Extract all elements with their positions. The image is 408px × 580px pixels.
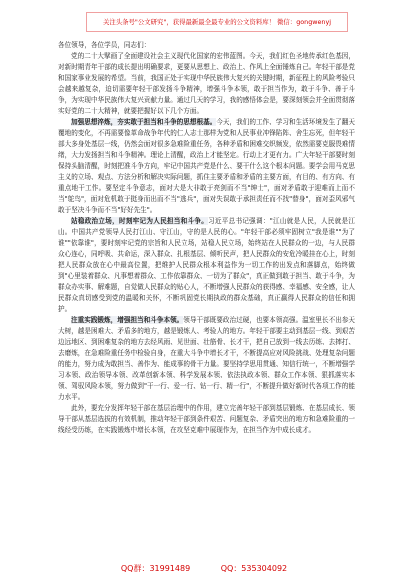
paragraph [58, 216, 355, 315]
paragraph-heading: 加强思想淬炼，夯实敢于担当和斗争的思想根基。 [71, 118, 217, 126]
paragraph-text: 习近平总书记强调："江山就是人民，人民就是江山。中国共产党领导人民打江山、守江山，守的是人民的心。"年轻干部必须牢固树立"我是谁""为了谁""依靠谁"，要时刻牢记党的宗旨和人民立场，站稳人民立场，始终站在人民群众的一边，与人民群众心连心，同呼吸、共命运，深入群众、扎根基层、倾听民声，把人民群众的安危冷暖挂在心上，时刻把人民群众放在心中最高位置，把维护人民群众根本利益作为一切工作的出发点和落脚点，始终做到"心里装着群众、凡事想着群众、工作依靠群众、一切为了群众"，真正做到敢于担当、敢于斗争，为群众办实事、解难题，自觉做人民群众的贴心人，不断增强人民群众的获得感、幸福感、安全感，让人民群众真切感受到党的温暖和关怀，不断巩固党长期执政的群众基础，真正赢得人民群众的信任和拥护。 [58, 217, 355, 313]
top-banner: 关注头条号"公文研究"，获得最新最全最专业的公文资料库！ 微信：gongwenyj [86, 12, 348, 32]
paragraph [58, 315, 355, 403]
salutation: 各位领导，各位学员，同志们： [58, 41, 151, 49]
document-body [58, 40, 355, 555]
paragraph-text: 领导干部既要政治过硬，也要本领高强。温室里长不出参天大树，越是困难大、矛盾多的地方，越是锻炼人、考验人的地方。年轻干部要主动到基层一线、到艰苦边远地区、到困难复杂的地方去经风雨、见世面、壮筋骨、长才干，把自己放到一线去历练、去摔打、去磨炼，在急难险重任务中检验自身，在重大斗争中增长才干，不断提高应对风险挑战、处理复杂问题的能力，努力成为敢担当、善作为、能成事的骨干力量。要坚持学思用贯通、知信行统一，不断增强学习本领、政治领导本领、改革创新本领、科学发展本领、依法执政本领、群众工作本领、狠抓落实本领、驾驭风险本领，努力做到"干一行、爱一行、钻一行、精一行"，不断提升做好新时代各项工作的能力水平。 [58, 316, 355, 401]
paragraph-text: 党的二十大擘画了全面建设社会主义现代化国家的宏伟蓝图。今天，我们红色圣地传承红色基因，对新时期青年干部的成长提出明确要求，更要从思想上、政治上、作风上全面锤炼自己。年轻干部是党和国家事业发展的希望。当前，我国正处于实现中华民族伟大复兴的关键时期，新征程上的风险考验只会越来越复杂，迫切需要年轻干部发扬斗争精神，增强斗争本领，敢于担当作为，敢于斗争、善于斗争，为实现中华民族伟大复兴贡献力量。通过几天的学习，我的感悟体会是，要深刻领会并全面贯彻落实好党的二十大精神，就要把握好以下几个方面。 [58, 52, 355, 115]
footer-qq: QQ：535304092 [220, 564, 288, 573]
paragraph [58, 403, 355, 436]
footer [0, 562, 408, 576]
paragraph-heading: 站稳政治立场，时刻牢记为人民担当和斗争。 [71, 217, 209, 225]
paragraph-heading: 注重实践锻炼，增强担当和斗争本领。 [71, 316, 184, 324]
footer-qq-group: QQ群：31991489 [120, 564, 191, 573]
paragraph [58, 51, 355, 117]
paragraph-text: 此外，要充分发挥年轻干部在基层治理中的作用，建立完善年轻干部到基层锻炼、在基层成长、领导干部从基层选拔的有效机制，推动年轻干部到条件艰苦、问题复杂、矛盾突出的地方和急难险重的一线经受历练，在实践锻炼中增长本领，在攻坚克难中展现作为，在担当作为中成长成才。 [58, 404, 355, 434]
paragraph-text: 今天，我们的工作、学习和生活环境发生了翻天覆地的变化，不再需要像革命战争年代的仁人志士那样为党和人民事业冲锋陷阵、舍生忘死，但年轻干部大多身处基层一线，仍然会面对很多急难险重任务，各种矛盾和困难交织频发，依然需要克服畏难情绪，大力发扬担当和斗争精神。理论上清醒，政治上才能坚定。行动上才更有力。广大年轻干部要时刻保持头脑清醒，时刻把准斗争方向，牢记中国共产党是什么、要干什么这个根本问题。要学会用马克思主义的立场、观点、方法分析和解决实际问题，抓住主要矛盾和矛盾的主要方面，有目的、有方向、有重点地干工作。要坚定斗争意志，面对大是大非敢于亮剑而不当"绅士"，面对矛盾敢于迎难而上而不当"鸵鸟"，面对危机敢于挺身而出而不当"逃兵"，面对失误敢于承担责任而不找"替身"，面对歪风邪气敢于坚决斗争而不当"好好先生"。 [58, 118, 355, 214]
paragraph [58, 117, 355, 216]
